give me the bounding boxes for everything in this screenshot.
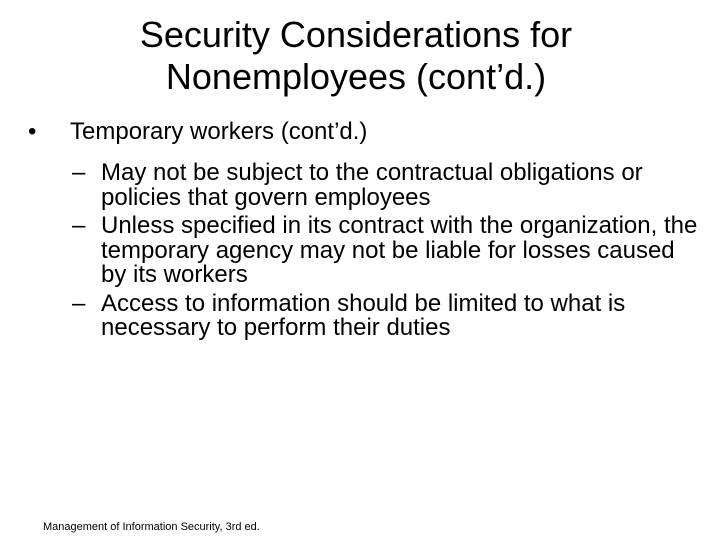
main-bullet xyxy=(28,117,698,146)
slide-title-line-1: Security Considerations for xyxy=(139,14,573,55)
sub-bullet-text: Access to information should be limited to what is necessary to perform their duties xyxy=(101,289,626,341)
dash-symbol: – xyxy=(72,212,86,239)
main-bullet-text: Temporary workers (cont’d.) xyxy=(70,118,368,145)
dash-symbol: – xyxy=(72,159,86,186)
sub-bullet-item xyxy=(72,214,702,288)
sub-bullet-text: Unless specified in its contract with the organization, the temporary agency may not be liable for losses caused by its workers xyxy=(101,212,698,288)
dash-symbol: – xyxy=(72,289,86,317)
sub-bullet-item xyxy=(72,289,702,341)
bullet-symbol: • xyxy=(28,118,37,145)
sub-bullet-list xyxy=(72,161,702,341)
sub-bullet-item xyxy=(72,161,702,210)
slide-title xyxy=(0,14,712,98)
sub-bullet-text: May not be subject to the contractual obligations or policies that govern employees xyxy=(101,159,643,211)
slide-footer: Management of Information Security, 3rd ed. xyxy=(43,521,260,533)
slide-title-line-2: Nonemployees (cont’d.) xyxy=(165,56,547,97)
slide-body xyxy=(28,117,698,345)
